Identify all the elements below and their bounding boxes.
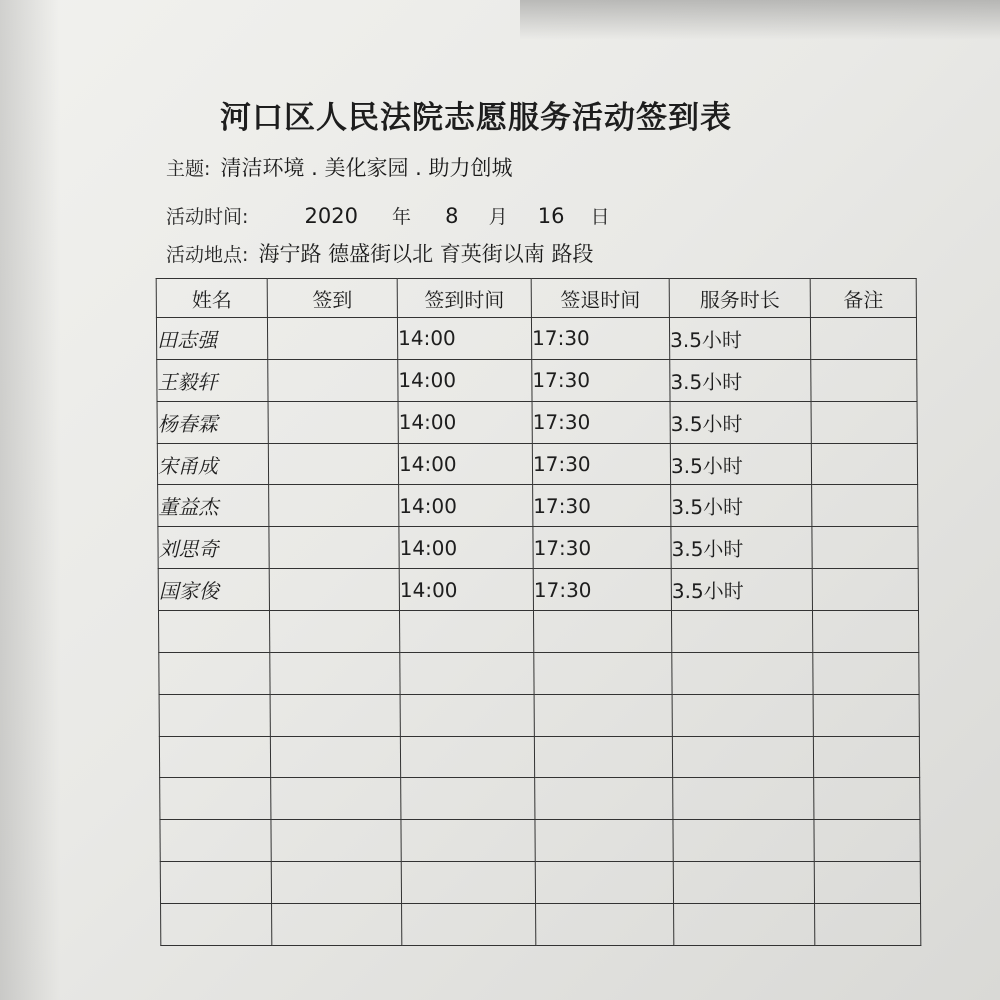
table-row bbox=[157, 359, 917, 401]
cell-duration: 3.5小时 bbox=[669, 318, 810, 360]
empty-cell bbox=[400, 694, 534, 736]
cell-duration: 3.5小时 bbox=[670, 443, 811, 485]
time-day-unit: 日 bbox=[590, 206, 610, 228]
empty-row bbox=[159, 652, 919, 694]
header-name: 姓名 bbox=[156, 279, 267, 318]
cell-sign bbox=[269, 527, 399, 569]
cell-in-time: 14:00 bbox=[399, 527, 533, 569]
empty-cell bbox=[271, 778, 401, 820]
theme-label: 主题: bbox=[166, 158, 211, 180]
cell-note bbox=[811, 359, 917, 401]
table-row bbox=[157, 443, 917, 485]
cell-out-time: 17:30 bbox=[532, 401, 670, 443]
cell-sign bbox=[268, 443, 398, 485]
theme-line bbox=[166, 152, 513, 182]
empty-cell bbox=[534, 736, 672, 778]
empty-cell bbox=[159, 652, 270, 694]
cell-name: 董益杰 bbox=[158, 485, 269, 527]
cell-name: 田志强 bbox=[156, 318, 267, 360]
cell-note bbox=[811, 443, 917, 485]
empty-cell bbox=[673, 778, 814, 820]
cell-in-time: 14:00 bbox=[399, 569, 533, 611]
empty-row bbox=[160, 778, 920, 820]
empty-cell bbox=[812, 611, 918, 653]
header-row bbox=[156, 279, 916, 318]
cell-name: 宋甬成 bbox=[157, 443, 268, 485]
cell-out-time: 17:30 bbox=[532, 359, 670, 401]
empty-cell bbox=[535, 820, 673, 862]
empty-row bbox=[159, 694, 919, 736]
empty-row bbox=[160, 862, 920, 904]
empty-cell bbox=[674, 904, 815, 946]
table-row bbox=[158, 569, 918, 611]
cell-in-time: 14:00 bbox=[397, 318, 531, 360]
empty-cell bbox=[401, 862, 535, 904]
empty-cell bbox=[534, 694, 672, 736]
time-year: 2020 bbox=[304, 204, 358, 228]
empty-cell bbox=[535, 862, 673, 904]
empty-cell bbox=[672, 652, 813, 694]
cell-out-time: 17:30 bbox=[532, 443, 670, 485]
cell-duration: 3.5小时 bbox=[670, 401, 811, 443]
empty-row bbox=[160, 820, 920, 862]
location-line bbox=[166, 238, 593, 268]
empty-row bbox=[158, 611, 918, 653]
cell-note bbox=[811, 401, 917, 443]
paper-edge-shadow bbox=[0, 0, 60, 1000]
form-title: 河口区人民法院志愿服务活动签到表 bbox=[220, 100, 732, 136]
empty-cell bbox=[813, 694, 919, 736]
cell-sign bbox=[269, 485, 399, 527]
empty-cell bbox=[671, 611, 812, 653]
empty-cell bbox=[271, 820, 401, 862]
cell-in-time: 14:00 bbox=[398, 401, 532, 443]
cell-name: 杨春霖 bbox=[157, 401, 268, 443]
cell-out-time: 17:30 bbox=[533, 527, 671, 569]
location-value: 海宁路 德盛街以北 育英街以南 路段 bbox=[258, 242, 594, 266]
header-sign: 签到 bbox=[267, 279, 397, 318]
empty-cell bbox=[270, 652, 400, 694]
empty-cell bbox=[160, 778, 271, 820]
empty-cell bbox=[269, 611, 399, 653]
cell-note bbox=[810, 318, 916, 360]
table-row bbox=[156, 318, 916, 360]
empty-cell bbox=[160, 820, 271, 862]
empty-cell bbox=[402, 904, 536, 946]
header-out-time: 签退时间 bbox=[531, 279, 669, 318]
cell-note bbox=[812, 485, 918, 527]
cell-duration: 3.5小时 bbox=[671, 527, 812, 569]
table-row bbox=[158, 527, 918, 569]
empty-row bbox=[159, 736, 919, 778]
time-year-unit: 年 bbox=[392, 206, 412, 228]
empty-cell bbox=[159, 694, 270, 736]
header-duration: 服务时长 bbox=[669, 279, 810, 318]
empty-cell bbox=[673, 862, 814, 904]
empty-cell bbox=[814, 862, 920, 904]
cell-name: 国家俊 bbox=[158, 569, 269, 611]
time-line bbox=[166, 202, 610, 229]
table-row bbox=[157, 401, 917, 443]
cell-sign bbox=[267, 318, 397, 360]
table-row bbox=[158, 485, 918, 527]
time-day: 16 bbox=[537, 204, 565, 228]
cell-name: 王毅轩 bbox=[157, 359, 268, 401]
empty-cell bbox=[672, 694, 813, 736]
empty-cell bbox=[814, 778, 920, 820]
location-label: 活动地点: bbox=[166, 244, 249, 266]
empty-cell bbox=[813, 736, 919, 778]
header-note: 备注 bbox=[810, 279, 916, 318]
empty-cell bbox=[161, 904, 272, 946]
empty-cell bbox=[815, 904, 921, 946]
empty-cell bbox=[813, 652, 919, 694]
empty-cell bbox=[534, 652, 672, 694]
empty-cell bbox=[160, 862, 271, 904]
cell-out-time: 17:30 bbox=[531, 318, 669, 360]
theme-value: 清洁环境 . 美化家园 . 助力创城 bbox=[220, 156, 513, 180]
cell-duration: 3.5小时 bbox=[671, 485, 812, 527]
empty-cell bbox=[672, 736, 813, 778]
time-label: 活动时间: bbox=[166, 206, 249, 228]
time-month: 8 bbox=[445, 204, 459, 228]
empty-cell bbox=[536, 904, 674, 946]
cell-note bbox=[812, 527, 918, 569]
empty-cell bbox=[673, 820, 814, 862]
cell-duration: 3.5小时 bbox=[671, 569, 812, 611]
empty-cell bbox=[270, 736, 400, 778]
cell-in-time: 14:00 bbox=[398, 359, 532, 401]
empty-cell bbox=[159, 736, 270, 778]
cell-note bbox=[812, 569, 918, 611]
cell-in-time: 14:00 bbox=[398, 443, 532, 485]
empty-cell bbox=[399, 611, 533, 653]
empty-cell bbox=[158, 611, 269, 653]
empty-cell bbox=[401, 820, 535, 862]
empty-cell bbox=[400, 652, 534, 694]
time-month-unit: 月 bbox=[488, 206, 508, 228]
empty-cell bbox=[533, 611, 671, 653]
empty-cell bbox=[400, 736, 534, 778]
cell-sign bbox=[269, 569, 399, 611]
cell-sign bbox=[268, 359, 398, 401]
empty-row bbox=[161, 904, 921, 946]
empty-cell bbox=[814, 820, 920, 862]
paper-shadow bbox=[520, 0, 1000, 40]
empty-cell bbox=[401, 778, 535, 820]
empty-cell bbox=[272, 904, 402, 946]
empty-cell bbox=[271, 862, 401, 904]
cell-out-time: 17:30 bbox=[533, 485, 671, 527]
cell-out-time: 17:30 bbox=[533, 569, 671, 611]
sign-in-table bbox=[156, 278, 922, 946]
cell-sign bbox=[268, 401, 398, 443]
cell-duration: 3.5小时 bbox=[670, 359, 811, 401]
header-in-time: 签到时间 bbox=[397, 279, 531, 318]
cell-name: 刘思奇 bbox=[158, 527, 269, 569]
empty-cell bbox=[270, 694, 400, 736]
empty-cell bbox=[535, 778, 673, 820]
cell-in-time: 14:00 bbox=[399, 485, 533, 527]
